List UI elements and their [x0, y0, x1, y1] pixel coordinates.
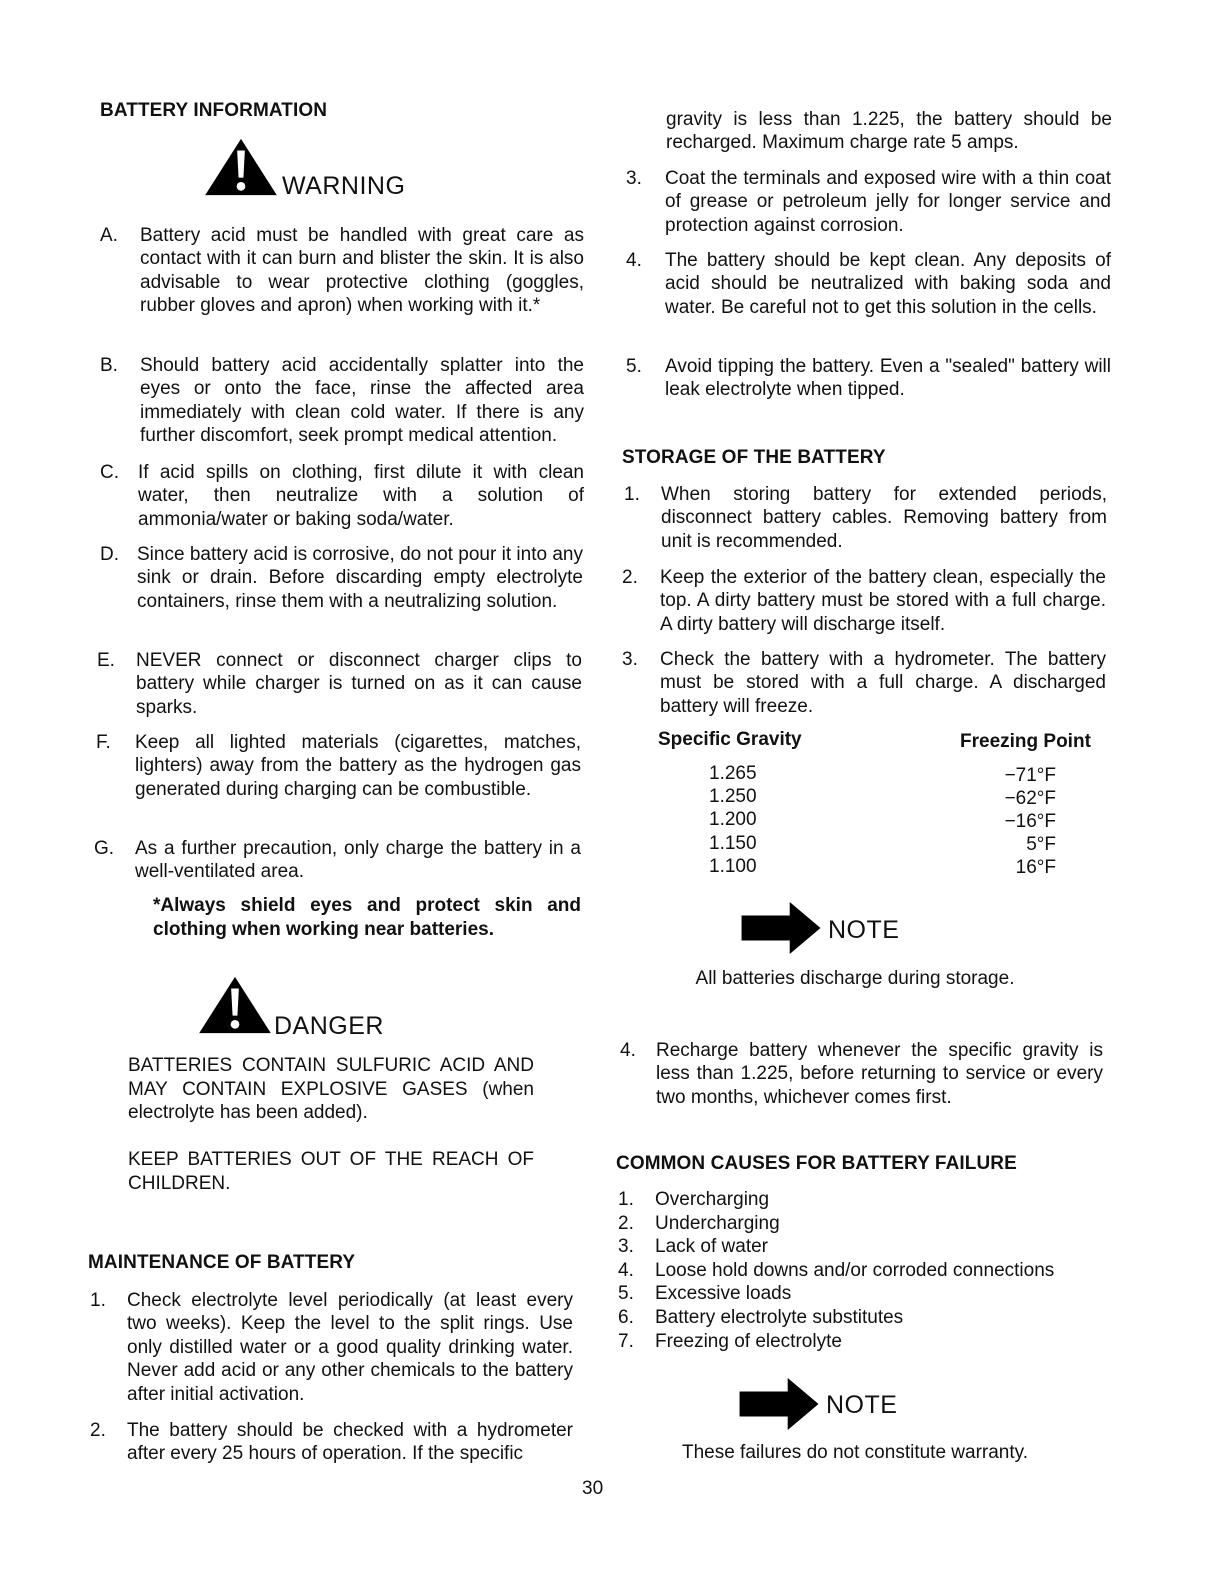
maintenance-heading: MAINTENANCE OF BATTERY — [88, 1252, 356, 1273]
item-marker: 4. — [620, 1040, 636, 1061]
table-header-freezing-point: Freezing Point — [960, 731, 1091, 752]
arrow-right-icon — [738, 1378, 822, 1430]
maintenance-continuation: gravity is less than 1.225, the battery should be recharged. Maximum charge rate 5 amps. — [666, 109, 1112, 154]
item-marker: 7. — [618, 1330, 634, 1352]
item-marker: A. — [100, 225, 118, 246]
item-text: Freezing of electrolyte — [655, 1330, 842, 1352]
item-marker: C. — [100, 462, 119, 483]
list-item — [626, 355, 1112, 403]
warning-triangle-icon — [202, 137, 280, 197]
list-item — [618, 1306, 1054, 1330]
item-text: Should battery acid accidentally splatter into the eyes or onto the face, rinse the affected area immediately with clean cold water. If there is any further discomfort, seek prompt medical attention. — [140, 355, 584, 447]
danger-sign — [196, 968, 384, 1041]
table-cell-gravity: 1.200 — [709, 809, 757, 830]
table-cell-point: 5°F — [1026, 834, 1056, 855]
list-item — [90, 1419, 576, 1467]
item-marker: 5. — [626, 356, 642, 377]
table-cell-point: −62°F — [1004, 788, 1056, 809]
list-item — [97, 649, 583, 721]
item-marker: 3. — [618, 1236, 634, 1258]
item-text: Overcharging — [655, 1189, 770, 1210]
table-cell-point: 16°F — [1015, 857, 1056, 878]
causes-heading: COMMON CAUSES FOR BATTERY FAILURE — [616, 1153, 1017, 1174]
item-marker: 3. — [626, 168, 642, 189]
danger-text-children: KEEP BATTERIES OUT OF THE REACH OF CHILDREN. — [128, 1149, 534, 1194]
item-text: The battery should be checked with a hydrometer after every 25 hours of operation. If the specific — [127, 1420, 573, 1465]
item-marker: D. — [100, 544, 119, 565]
list-item — [618, 1259, 1054, 1283]
item-text: Since battery acid is corrosive, do not pour it into any sink or drain. Before discarding empty electrolyte containers, rinse them with a neutralizing solution. — [137, 544, 583, 612]
item-text: When storing battery for extended periods, disconnect battery cables. Removing battery from unit is recommended. — [661, 484, 1107, 552]
item-text: Coat the terminals and exposed wire with a thin coat of grease or petroleum jelly for longer service and protection against corrosion. — [665, 168, 1111, 236]
danger-label: DANGER — [274, 1012, 384, 1040]
warning-sign — [202, 132, 405, 201]
item-text: Recharge battery whenever the specific gravity is less than 1.225, before returning to service or every two months, whichever comes first. — [656, 1040, 1103, 1108]
list-item — [90, 1289, 576, 1409]
list-item — [624, 483, 1110, 555]
list-item — [100, 224, 586, 344]
item-text: Lack of water — [655, 1236, 768, 1258]
item-marker: 4. — [626, 250, 642, 271]
item-marker: 5. — [618, 1283, 634, 1305]
danger-triangle-icon — [196, 975, 274, 1035]
item-marker: 6. — [618, 1306, 634, 1328]
list-item — [618, 1188, 1054, 1212]
item-text: Check the battery with a hydrometer. The battery must be stored with a full charge. A discharged battery will freeze. — [660, 649, 1106, 717]
table-cell-gravity: 1.150 — [709, 833, 757, 854]
table-header-gravity: Specific Gravity — [658, 729, 802, 750]
item-marker: 2. — [618, 1212, 634, 1234]
safety-footnote: *Always shield eyes and protect skin and clothing when working near batteries. — [153, 895, 581, 940]
battery-information-heading: BATTERY INFORMATION — [100, 100, 328, 121]
table-cell-point: −16°F — [1004, 811, 1056, 832]
item-marker: E. — [97, 650, 115, 671]
list-item — [626, 249, 1112, 345]
list-item — [622, 566, 1108, 638]
item-marker: 1. — [624, 484, 640, 505]
item-text: Avoid tipping the battery. Even a "sealed" battery will leak electrolyte when tipped. — [665, 356, 1111, 401]
storage-heading: STORAGE OF THE BATTERY — [622, 447, 886, 468]
note-text: All batteries discharge during storage. — [695, 968, 1015, 989]
item-marker: 3. — [622, 649, 638, 670]
item-text: If acid spills on clothing, first dilute it with clean water, then neutralize with a solution of ammonia/water or baking soda/water. — [138, 462, 584, 530]
note-sign — [740, 902, 899, 954]
item-marker: 2. — [622, 567, 638, 588]
list-item — [96, 731, 582, 827]
list-item — [100, 461, 586, 533]
item-text: Battery acid must be handled with great care as contact with it can burn and blister the skin. It is also advisable to wear protective clothing (goggles, rubber gloves and apron) when working with it.* — [140, 225, 584, 317]
item-text: Undercharging — [655, 1212, 780, 1234]
item-text: NEVER connect or disconnect charger clips to battery while charger is turned on as it can cause sparks. — [136, 650, 582, 718]
table-cell-point: −71°F — [1004, 765, 1056, 786]
table-cell-gravity: 1.250 — [709, 786, 757, 807]
item-marker: 1. — [90, 1290, 106, 1311]
list-item — [620, 1039, 1106, 1111]
item-marker: 1. — [618, 1189, 634, 1210]
item-text: Keep the exterior of the battery clean, especially the top. A dirty battery must be stored with a full charge. A dirty battery will discharge itself. — [660, 567, 1106, 635]
item-text: Check electrolyte level periodically (at least every two weeks). Keep the level to the split rings. Use only distilled water or a good quality drinking water. Never add acid or any other chemicals to the battery after initial activation. — [127, 1290, 573, 1405]
item-text: Loose hold downs and/or corroded connections — [655, 1259, 1055, 1281]
item-marker: G. — [94, 838, 115, 859]
arrow-right-icon — [740, 902, 824, 954]
item-marker: F. — [96, 732, 111, 753]
item-text: Keep all lighted materials (cigarettes, matches, lighters) away from the battery as the hydrogen gas generated during charging can be combustible. — [135, 732, 581, 800]
note-label: NOTE — [828, 915, 900, 944]
item-text: As a further precaution, only charge the battery in a well-ventilated area. — [135, 838, 581, 883]
item-text: The battery should be kept clean. Any deposits of acid should be neutralized with baking soda and water. Be careful not to get this solution in the cells. — [665, 250, 1111, 318]
list-item — [618, 1235, 1054, 1259]
page-number: 30 — [582, 1478, 604, 1499]
item-marker: B. — [100, 355, 118, 376]
list-item — [618, 1330, 1054, 1354]
list-item — [618, 1212, 1054, 1236]
list-item — [618, 1282, 1054, 1306]
causes-list — [618, 1188, 1054, 1353]
note-sign — [738, 1378, 897, 1430]
list-item — [100, 354, 586, 450]
note-text: These failures do not constitute warranty. — [681, 1442, 1029, 1463]
note-label: NOTE — [826, 1390, 898, 1419]
danger-text: BATTERIES CONTAIN SULFURIC ACID AND MAY CONTAIN EXPLOSIVE GASES (when electrolyte has been added). — [128, 1055, 534, 1123]
list-item — [622, 648, 1108, 720]
table-cell-gravity: 1.100 — [709, 856, 757, 877]
list-item — [626, 167, 1112, 239]
item-marker: 4. — [618, 1259, 634, 1281]
list-item — [94, 837, 580, 885]
list-item — [100, 543, 586, 639]
item-text: Excessive loads — [655, 1283, 792, 1305]
table-cell-gravity: 1.265 — [709, 763, 757, 784]
item-marker: 2. — [90, 1420, 106, 1441]
item-text: Battery electrolyte substitutes — [655, 1306, 904, 1328]
warning-label: WARNING — [282, 172, 406, 200]
